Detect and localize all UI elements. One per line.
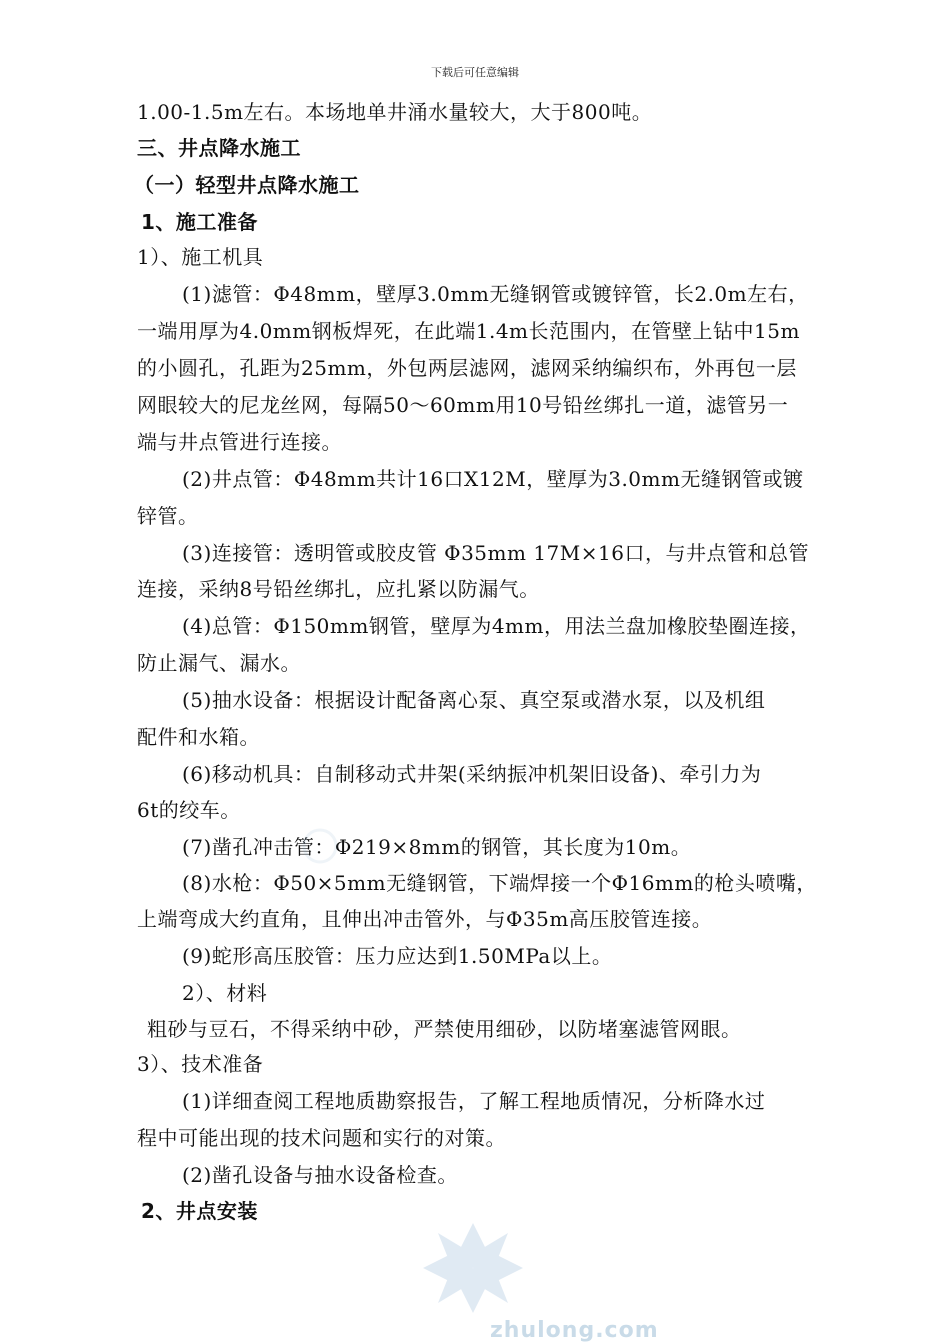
text-line: (4)总管：Φ150mm钢管，壁厚为4mm，用法兰盘加橡胶垫圈连接， — [182, 614, 811, 638]
text-line: (5)抽水设备：根据设计配备离心泵、真空泵或潜水泵，以及机组 — [182, 688, 766, 712]
page-header: 下载后可任意编辑 — [431, 66, 519, 79]
text-line: 6t的绞车。 — [137, 798, 241, 822]
text-line: 锌管。 — [137, 504, 199, 528]
text-line: 一端用厚为4.0mm钢板焊死，在此端1.4m长范围内，在管壁上钻中15m — [137, 319, 800, 343]
text-line: (8)水枪：Φ50×5mm无缝钢管，下端焊接一个Φ16mm的枪头喷嘴， — [182, 871, 817, 895]
text-line: 3）、技术准备 — [137, 1052, 264, 1076]
watermark-logo-faint — [300, 826, 340, 870]
text-line: (7)凿孔冲击管：Φ219×8mm的钢管，其长度为10m。 — [182, 835, 692, 859]
text-line: (6)移动机具：自制移动式井架(采纳振冲机架旧设备)、牵引力为 — [182, 762, 762, 786]
text-line: (1)滤管：Φ48mm，壁厚3.0mm无缝钢管或镀锌管，长2.0m左右， — [182, 282, 809, 306]
watermark-text: zhulong.com — [490, 1318, 659, 1343]
text-line: 1）、施工机具 — [137, 245, 264, 269]
text-line: 网眼较大的尼龙丝网，每隔50～60mm用10号铅丝绑扎一道，滤管另一 — [137, 393, 789, 417]
text-line: (2)井点管：Φ48mm共计16口X12M，壁厚为3.0mm无缝钢管或镀 — [182, 467, 804, 491]
text-line: 的小圆孔，孔距为25mm，外包两层滤网，滤网采纳编织布，外再包一层 — [137, 356, 797, 380]
text-line: (2)凿孔设备与抽水设备检查。 — [182, 1163, 458, 1187]
text-line: 配件和水箱。 — [137, 725, 260, 749]
text-line: (3)连接管：透明管或胶皮管 Φ35mm 17M×16口，与井点管和总管 — [182, 541, 809, 565]
text-line: 端与井点管进行连接。 — [137, 430, 342, 454]
subsection-heading: 2、井点安装 — [141, 1199, 258, 1223]
text-line: 1.00-1.5m左右。本场地单井涌水量较大，大于800吨。 — [137, 100, 653, 124]
text-line: (1)详细查阅工程地质勘察报告，了解工程地质情况，分析降水过 — [182, 1089, 766, 1113]
section-heading: 三、井点降水施工 — [137, 136, 301, 160]
text-line: 粗砂与豆石，不得采纳中砂，严禁使用细砂，以防堵塞滤管网眼。 — [147, 1017, 742, 1041]
text-line: 防止漏气、漏水。 — [137, 651, 301, 675]
subsection-heading: （一）轻型井点降水施工 — [134, 173, 360, 197]
subsection-heading: 1、施工准备 — [141, 210, 258, 234]
text-line: 上端弯成大约直角，且伸出冲击管外，与Φ35m高压胶管连接。 — [137, 907, 713, 931]
text-line: 程中可能出现的技术问题和实行的对策。 — [137, 1126, 506, 1150]
text-line: 连接，采纳8号铅丝绑扎，应扎紧以防漏气。 — [137, 577, 540, 601]
watermark-logo — [418, 1218, 528, 1322]
text-line: 2）、材料 — [182, 981, 268, 1005]
text-line: (9)蛇形高压胶管：压力应达到1.50MPa以上。 — [182, 944, 613, 968]
